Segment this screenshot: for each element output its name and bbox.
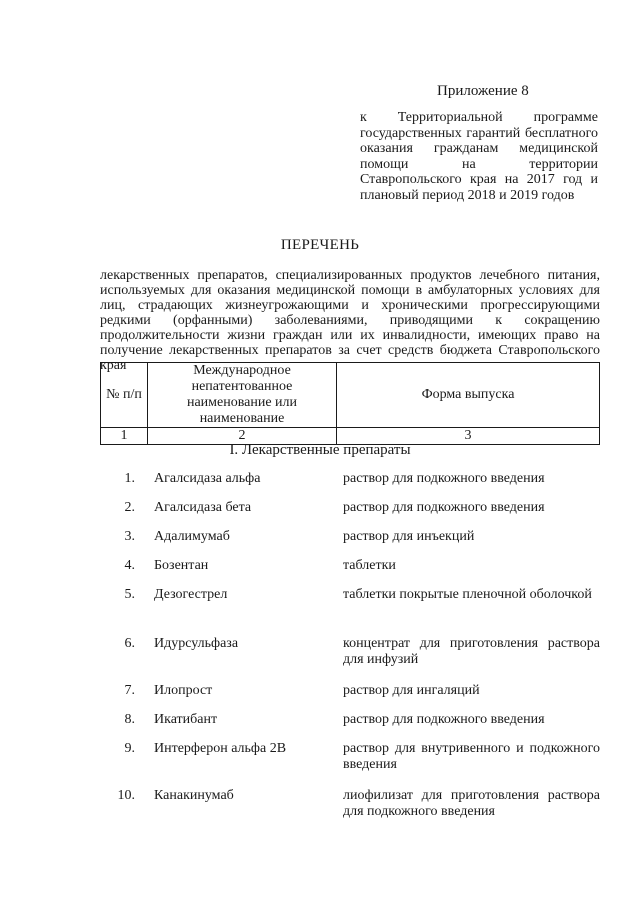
header-cell-form: Форма выпуска (337, 363, 600, 428)
document-subtitle: лекарственных препаратов, специализированных продуктов лечебного питания, используемых для оказания медицинской помощи в амбулаторных условиях для лиц, страдающих жизнеугрожающими и хроническими прогрессирующими редкими (орфанными) заболеваниями, приводящими к сокращению продолжительности жизни граждан или их инвалидности, имеющих право на получение лекарственных препаратов за счет средств бюджета Ставропольского края (100, 268, 600, 373)
header-table (100, 362, 600, 445)
row-number: 5. (124, 587, 135, 602)
appendix-text: к Территориальной программе государственных гарантий бесплатного оказания гражданам медицинской помощи на территории Ставропольского края на 2017 год и плановый период 2018 и 2019 годов (360, 110, 598, 203)
document-title: ПЕРЕЧЕНЬ (280, 237, 360, 253)
section-title: I. Лекарственные препараты (229, 442, 411, 458)
header-cell-number: № п/п (101, 363, 148, 428)
row-number: 7. (124, 683, 135, 698)
row-number: 3. (124, 529, 135, 544)
column-number-1: 1 (101, 428, 148, 445)
row-drug-name: Канакинумаб (154, 788, 234, 803)
column-number-3: 3 (337, 428, 600, 445)
row-drug-name: Дезогестрел (154, 587, 228, 602)
row-drug-name: Икатибант (154, 712, 218, 727)
row-release-form: раствор для подкожного введения (343, 471, 545, 486)
row-release-form: раствор для подкожного введения (343, 500, 545, 515)
column-number-2: 2 (148, 428, 337, 445)
row-release-form: таблетки покрытые пленочной оболочкой (343, 587, 592, 602)
row-release-form: раствор для подкожного введения (343, 712, 545, 727)
row-drug-name: Интерферон альфа 2В (154, 741, 287, 756)
row-drug-name: Илопрост (154, 683, 213, 698)
row-release-form: таблетки (343, 558, 396, 573)
row-drug-name: Агалсидаза бета (154, 500, 252, 515)
row-release-form: раствор для ингаляций (343, 683, 480, 698)
row-number: 4. (124, 558, 135, 573)
row-drug-name: Адалимумаб (154, 529, 230, 544)
appendix-title: Приложение 8 (437, 83, 529, 99)
row-drug-name: Идурсульфаза (154, 636, 239, 651)
row-release-form: концентрат для приготовления раствора для инфузий (343, 636, 600, 667)
row-release-form: лиофилизат для приготовления раствора для подкожного введения (343, 788, 600, 819)
row-number: 1. (124, 471, 135, 486)
row-number: 2. (124, 500, 135, 515)
row-number: 6. (124, 636, 135, 651)
row-release-form: раствор для внутривенного и подкожного введения (343, 741, 600, 772)
row-number: 10. (117, 788, 135, 803)
row-release-form: раствор для инъекций (343, 529, 475, 544)
row-drug-name: Агалсидаза альфа (154, 471, 261, 486)
row-number: 8. (124, 712, 135, 727)
row-drug-name: Бозентан (154, 558, 209, 573)
row-number: 9. (124, 741, 135, 756)
header-cell-name: Международное непатентованное наименование или наименование (148, 363, 337, 428)
